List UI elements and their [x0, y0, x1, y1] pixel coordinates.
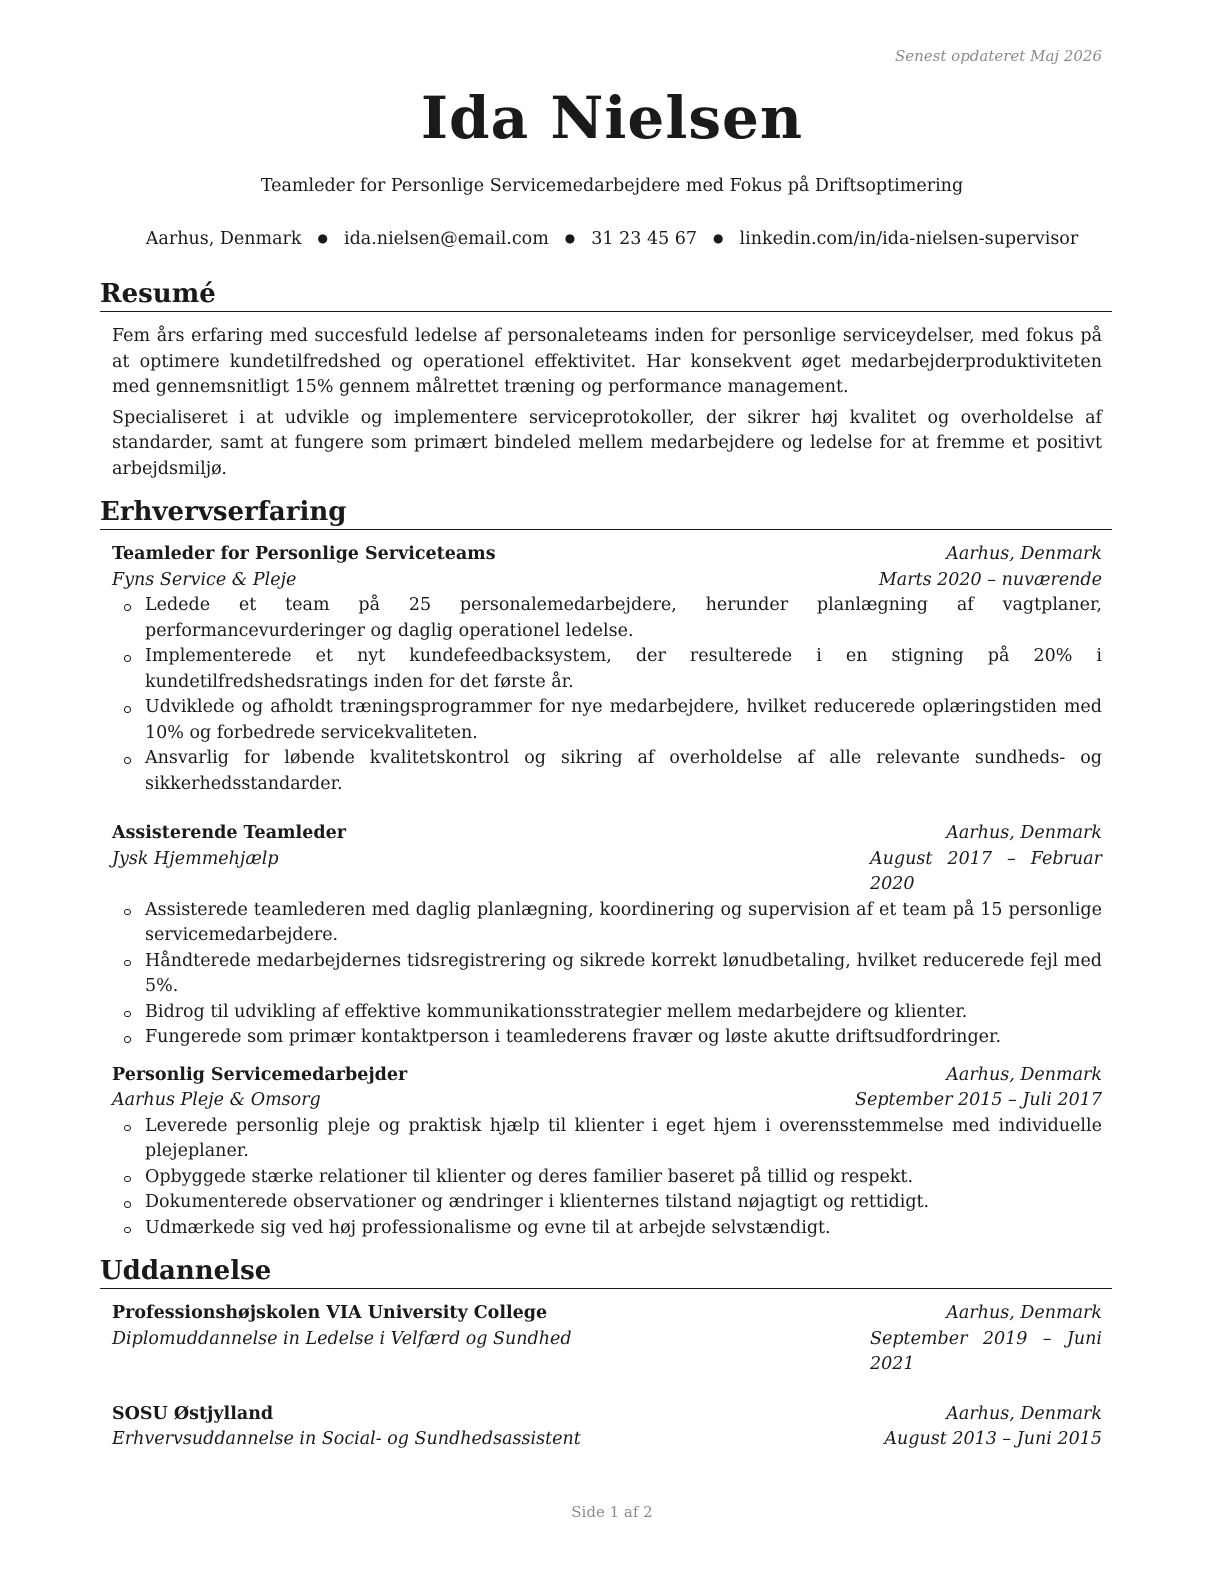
last-updated: Senest opdateret Maj 2026	[894, 47, 1102, 65]
contact-linkedin[interactable]: linkedin.com/in/ida-nielsen-supervisor	[739, 229, 1079, 249]
list-item: Ledede et team på 25 personalemedarbejdere, herunder planlægning af vagtplaner, performancevurderinger og daglig operationel ledelse.	[112, 593, 1102, 644]
resume-content	[100, 278, 1112, 1453]
job-location: Aarhus, Denmark	[946, 823, 1102, 843]
job-bullets	[112, 898, 1102, 1051]
contact-email[interactable]: ida.nielsen@email.com	[344, 229, 549, 249]
job-entry	[112, 821, 1102, 1051]
page-number: Side 1 af 2	[571, 1503, 653, 1521]
school-name: SOSU Østjylland	[112, 1403, 274, 1424]
contact-line	[0, 229, 1224, 249]
section-title-summary: Resumé	[100, 278, 1112, 312]
education-entry	[112, 1301, 1102, 1378]
contact-phone: 31 23 45 67	[591, 229, 698, 249]
list-item: Udmærkede sig ved høj professionalisme og evne til at arbejde selvstændigt.	[112, 1216, 1102, 1242]
summary-paragraph: Specialiseret i at udvikle og implementere serviceprotokoller, der sikrer høj kvalitet og overholdelse af standarder, samt at fungere som primært bindeled mellem medarbejdere og ledelse for at fremme et positivt arbejdsmiljø.	[112, 407, 1102, 479]
job-dates: September 2015 – Juli 2017	[854, 1090, 1102, 1110]
list-item: Opbyggede stærke relationer til klienter og deres familier baseret på tillid og respekt.	[112, 1165, 1102, 1191]
list-item: Ansvarlig for løbende kvalitetskontrol og sikring af overholdelse af alle relevante sundheds- og sikkerhedsstandarder.	[112, 746, 1102, 797]
candidate-headline: Teamleder for Personlige Servicemedarbejdere med Fokus på Driftsoptimering	[260, 176, 964, 196]
summary-paragraph: Fem års erfaring med succesfuld ledelse af personaleteams inden for personlige serviceydelser, med fokus på at optimere kundetilfredshed og operationel effektivitet. Har konsekvent øget medarbejderproduktiviteten med gennemsnitligt 15% gennem målrettet træning og performance management.	[112, 326, 1102, 397]
list-item: Assisterede teamlederen med daglig planlægning, koordinering og supervision af et team på 15 personlige servicemedarbejdere.	[112, 898, 1102, 949]
job-location: Aarhus, Denmark	[946, 1064, 1102, 1085]
job-role: Assisterende Teamleder	[112, 823, 346, 843]
job-company: Fyns Service & Pleje	[112, 569, 297, 590]
bullet-separator-icon: ●	[713, 231, 724, 245]
job-dates: August 2017 – Februar 2020	[870, 848, 1102, 894]
degree-name: Erhvervsuddannelse in Social- og Sundhedsassistent	[112, 1429, 581, 1449]
job-role: Teamleder for Personlige Serviceteams	[112, 544, 496, 564]
list-item: Bidrog til udvikling af effektive kommunikationsstrategier mellem medarbejdere og klienter.	[112, 1000, 1102, 1026]
list-item: Fungerede som primær kontaktperson i teamlederens fravær og løste akutte driftsudfordringer.	[112, 1025, 1102, 1051]
job-dates: Marts 2020 – nuværende	[878, 569, 1102, 590]
school-location: Aarhus, Denmark	[946, 1303, 1102, 1323]
degree-name: Diplomuddannelse in Ledelse i Velfærd og Sundhed	[112, 1328, 572, 1349]
list-item: Udviklede og afholdt træningsprogrammer for nye medarbejdere, hvilket reducerede oplæringstiden med 10% og forbedrede servicekvaliteten.	[112, 695, 1102, 746]
bullet-separator-icon: ●	[317, 231, 328, 245]
job-bullets	[112, 593, 1102, 797]
job-bullets	[112, 1114, 1102, 1242]
candidate-name: Ida Nielsen	[420, 84, 804, 152]
job-company: Jysk Hjemmehjælp	[112, 848, 279, 869]
list-item: Leverede personlig pleje og praktisk hjælp til klienter i eget hjem i overensstemmelse med individuelle plejeplaner.	[112, 1114, 1102, 1165]
bullet-separator-icon: ●	[564, 231, 576, 245]
education-dates: September 2019 – Juni 2021	[870, 1328, 1102, 1374]
school-location: Aarhus, Denmark	[946, 1403, 1102, 1424]
list-item: Implementerede et nyt kundefeedbacksystem, der resulterede i en stigning på 20% i kundetilfredshedsratings inden for det første år.	[112, 644, 1102, 695]
school-name: Professionshøjskolen VIA University College	[112, 1303, 548, 1323]
list-item: Dokumenterede observationer og ændringer i klienternes tilstand nøjagtigt og rettidigt.	[112, 1190, 1102, 1216]
list-item: Håndterede medarbejdernes tidsregistrering og sikrede korrekt lønudbetaling, hvilket reducerede fejl med 5%.	[112, 949, 1102, 1000]
contact-location: Aarhus, Denmark	[145, 229, 302, 249]
job-entry	[112, 1063, 1102, 1242]
education-entry	[112, 1402, 1102, 1453]
section-title-education: Uddannelse	[100, 1255, 1112, 1289]
job-company: Aarhus Pleje & Omsorg	[112, 1090, 321, 1110]
job-role: Personlig Servicemedarbejder	[112, 1064, 408, 1085]
job-entry	[112, 542, 1102, 797]
section-title-experience: Erhvervserfaring	[100, 496, 1112, 530]
education-dates: August 2013 – Juni 2015	[884, 1429, 1102, 1449]
job-location: Aarhus, Denmark	[946, 544, 1102, 564]
